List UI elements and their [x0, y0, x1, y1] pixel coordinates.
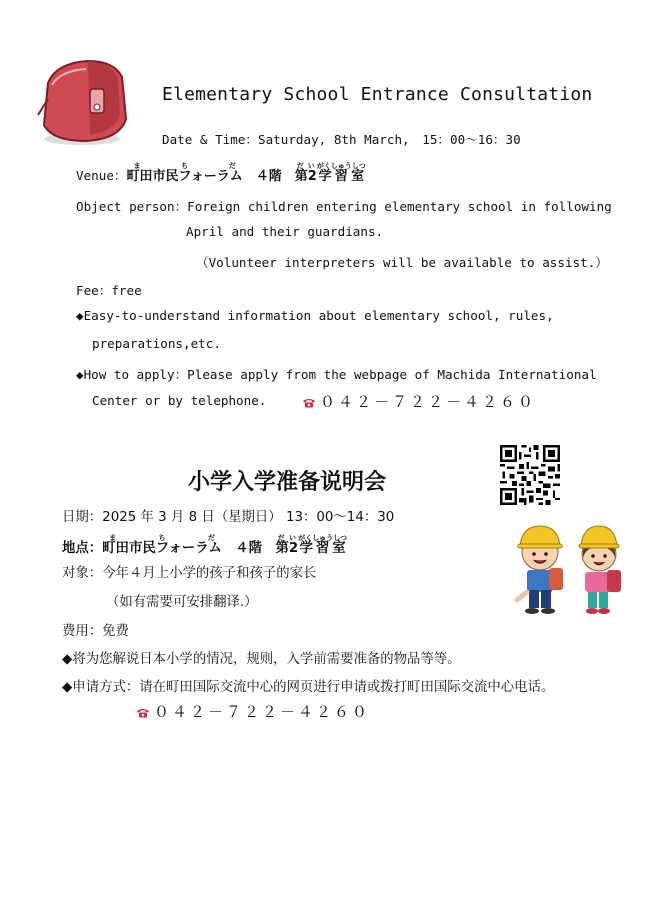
english-date-time: Date & Time：Saturday, 8th March, 15：00～16：30: [162, 132, 521, 147]
chinese-phone-row: [136, 701, 370, 722]
english-venue: [76, 162, 366, 184]
chinese-venue: 地点：町田市民フォーラムまちだ ４階 第2だい学習室がくしゅうしつ: [62, 534, 348, 556]
english-apply-line1: ◆How to apply：Please apply from the webpage of Machida International: [76, 367, 597, 382]
english-object-line2: April and their guardians.: [186, 224, 384, 239]
telephone-icon: [136, 707, 150, 718]
chinese-date: 日期：2025 年 3 月 8 日（星期日） 13：00～14：30: [62, 510, 395, 525]
school-backpack-icon: [30, 55, 132, 147]
venue-place: 町田市民フォーラムまちだ ４階 第2だい学習室がくしゅうしつ: [126, 162, 366, 184]
chinese-target: 对象：今年４月上小学的孩子和孩子的家长: [62, 566, 317, 581]
children-illustration: [505, 518, 633, 620]
english-apply-line2: Center or by telephone.: [92, 393, 267, 408]
english-fee: Fee：free: [76, 283, 142, 298]
venue-label: Venue：: [76, 168, 127, 183]
venue-label: 地点：: [62, 541, 103, 556]
telephone-icon: [302, 397, 316, 408]
english-phone-row: [302, 391, 536, 412]
chinese-info: ◆将为您解说日本小学的情况，规则，入学前需要准备的物品等等。: [62, 652, 461, 667]
chinese-title: 小学入学准备说明会: [188, 470, 387, 495]
chinese-phone: ０４２－７２２－４２６０: [154, 703, 371, 721]
qr-code: [500, 445, 560, 505]
chinese-fee: 费用：免费: [62, 624, 129, 639]
english-info-line2: preparations,etc.: [92, 336, 221, 351]
english-object-line3: （Volunteer interpreters will be available to assist.）: [196, 255, 608, 270]
english-info-line1: ◆Easy-to-understand information about elementary school, rules,: [76, 308, 554, 323]
english-object-line1: Object person：Foreign children entering elementary school in following: [76, 199, 612, 214]
english-phone: ０４２－７２２－４２６０: [320, 393, 537, 411]
chinese-apply: ◆申请方式：请在町田国际交流中心的网页进行申请或拨打町田国际交流中心电话。: [62, 680, 555, 695]
english-title: Elementary School Entrance Consultation: [162, 84, 593, 105]
chinese-translate-note: （如有需要可安排翻译.）: [106, 595, 258, 610]
